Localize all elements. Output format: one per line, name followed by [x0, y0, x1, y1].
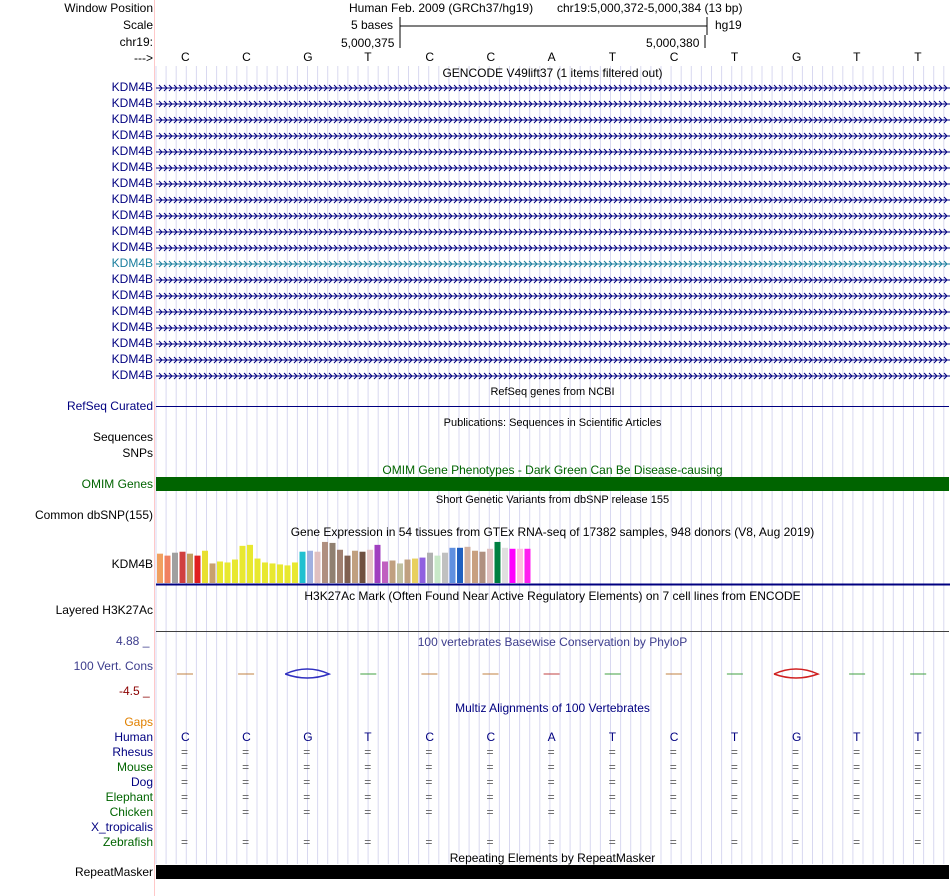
multiz-match-mark: = — [364, 775, 372, 789]
multiz-match-mark: = — [914, 775, 922, 789]
multiz-match-mark: = — [181, 760, 189, 774]
gtex-tissue-bar — [457, 548, 463, 583]
gtex-tissue-bar — [262, 562, 268, 583]
gtex-tissue-bar — [502, 548, 508, 583]
omim-title[interactable]: OMIM Gene Phenotypes - Dark Green Can Be Disease-causing — [382, 463, 723, 477]
base-letter: C — [425, 50, 435, 64]
multiz-match-mark: = — [425, 775, 433, 789]
multiz-match-mark: = — [242, 790, 250, 804]
multiz-match-mark: = — [792, 790, 800, 804]
gtex-tissue-bar — [465, 547, 471, 583]
gtex-tissue-bar — [255, 559, 261, 583]
multiz-match-mark: = — [853, 745, 861, 759]
base-letter: C — [181, 50, 190, 64]
gtex-tissue-bar — [412, 559, 418, 583]
gtex-tissue-bar — [240, 546, 246, 583]
base-letter: T — [853, 50, 861, 64]
multiz-match-mark: = — [547, 760, 555, 774]
gtex-tissue-bar — [330, 543, 336, 583]
base-letter: G — [792, 50, 802, 64]
gencode-transcripts[interactable] — [156, 80, 950, 384]
multiz-match-mark: = — [486, 745, 494, 759]
publications-title[interactable]: Publications: Sequences in Scientific Articles — [443, 417, 662, 429]
multiz-match-mark: = — [242, 760, 250, 774]
gtex-tissue-bar — [375, 545, 381, 583]
gtex-tissue-bar — [450, 548, 456, 583]
multiz-match-mark: = — [853, 835, 861, 849]
gtex-tissue-bar — [427, 553, 433, 583]
gtex-tissue-bar — [337, 550, 343, 583]
publications-label-sequences[interactable]: Sequences — [92, 430, 153, 444]
multiz-match-mark: = — [486, 805, 494, 819]
gencode-gene-label[interactable]: KDM4B — [111, 144, 153, 158]
phylop-title[interactable]: 100 vertebrates Basewise Conservation by PhyloP — [417, 635, 688, 649]
multiz-match-mark: = — [486, 775, 494, 789]
gtex-tissue-bar — [322, 542, 328, 583]
gtex-label[interactable]: KDM4B — [111, 557, 153, 571]
gtex-title[interactable]: Gene Expression in 54 tissues from GTEx RNA-seq of 17382 samples, 948 donors (V8, Aug 2019) — [290, 525, 815, 539]
gtex-tissue-bar — [367, 550, 373, 583]
h3k27ac-title[interactable]: H3K27Ac Mark (Often Found Near Active Regulatory Elements) on 7 cell lines from ENCODE — [304, 589, 801, 603]
h3k27ac-baseline — [156, 631, 949, 632]
label-divider — [154, 0, 155, 896]
multiz-human-base: T — [914, 730, 922, 744]
multiz-match-mark: = — [364, 835, 372, 849]
phylop-min: -4.5 _ — [119, 684, 150, 698]
multiz-match-mark: = — [303, 775, 311, 789]
multiz-human-base: C — [242, 730, 251, 744]
dbsnp-label[interactable]: Common dbSNP(155) — [34, 508, 153, 522]
gtex-tissue-bar — [277, 564, 283, 583]
gencode-gene-label[interactable]: KDM4B — [111, 96, 153, 110]
base-letter: C — [669, 50, 679, 64]
gaps-label[interactable]: Gaps — [124, 715, 153, 729]
multiz-match-mark: = — [608, 775, 616, 789]
refseq-title[interactable]: RefSeq genes from NCBI — [490, 386, 615, 398]
gencode-gene-label[interactable]: KDM4B — [111, 336, 153, 350]
multiz-human-base: A — [547, 730, 556, 744]
multiz-match-mark: = — [242, 745, 250, 759]
multiz-match-mark: = — [914, 745, 922, 759]
gtex-tissue-bar — [382, 561, 388, 583]
multiz-match-mark: = — [547, 835, 555, 849]
multiz-match-mark: = — [792, 760, 800, 774]
gtex-tissue-bar — [300, 552, 306, 583]
position-text: chr19:5,000,372-5,000,384 (13 bp) — [557, 1, 743, 15]
gtex-tissue-bar — [180, 552, 186, 583]
phylop-mark — [774, 669, 818, 678]
gencode-gene-label[interactable]: KDM4B — [111, 368, 153, 382]
multiz-human-base: G — [303, 730, 313, 744]
h3k27ac-label[interactable]: Layered H3K27Ac — [55, 603, 153, 617]
db-text: hg19 — [715, 18, 742, 32]
multiz-human-base: G — [792, 730, 802, 744]
gencode-gene-label[interactable]: KDM4B — [111, 240, 153, 254]
multiz-match-mark: = — [303, 790, 311, 804]
gtex-tissue-bar — [420, 558, 426, 583]
gencode-title[interactable]: GENCODE V49lift37 (1 items filtered out) — [442, 66, 663, 80]
multiz-match-mark: = — [669, 745, 677, 759]
multiz-match-mark: = — [792, 745, 800, 759]
multiz-species-label[interactable]: Dog — [130, 775, 153, 789]
multiz-match-mark: = — [914, 805, 922, 819]
multiz-species-label[interactable]: Elephant — [105, 790, 153, 804]
gencode-gene-label[interactable]: KDM4B — [111, 304, 153, 318]
multiz-species-label[interactable]: Zebrafish — [102, 835, 153, 849]
multiz-match-mark: = — [853, 790, 861, 804]
refseq-gene-line[interactable] — [156, 406, 949, 407]
gtex-tissue-bar — [172, 553, 178, 583]
multiz-match-mark: = — [547, 775, 555, 789]
multiz-match-mark: = — [181, 805, 189, 819]
multiz-match-mark: = — [792, 835, 800, 849]
multiz-match-mark: = — [608, 805, 616, 819]
base-letter: G — [303, 50, 313, 64]
multiz-match-mark: = — [669, 805, 677, 819]
multiz-human-base: C — [425, 730, 435, 744]
gtex-tissue-bar — [360, 552, 366, 583]
multiz-title[interactable]: Multiz Alignments of 100 Vertebrates — [455, 701, 650, 715]
multiz-match-mark: = — [364, 790, 372, 804]
multiz-species-label[interactable]: Rhesus — [112, 745, 153, 759]
multiz-match-mark: = — [853, 805, 861, 819]
multiz-match-mark: = — [425, 805, 433, 819]
gtex-tissue-bar — [435, 556, 441, 583]
multiz-match-mark: = — [608, 760, 616, 774]
gencode-gene-label[interactable]: KDM4B — [111, 272, 153, 286]
base-letter: T — [730, 50, 739, 64]
base-letter: C — [242, 50, 251, 64]
gtex-tissue-bar — [397, 563, 403, 583]
gtex-tissue-bar — [225, 562, 231, 583]
multiz-species-label[interactable]: Mouse — [116, 760, 153, 774]
multiz-match-mark: = — [181, 745, 189, 759]
multiz-match-mark: = — [669, 760, 677, 774]
gtex-tissue-bar — [247, 545, 253, 583]
repeatmasker-feature-bar[interactable] — [156, 865, 949, 879]
gencode-gene-label[interactable]: KDM4B — [111, 128, 153, 142]
gtex-tissue-bar — [195, 556, 201, 583]
multiz-human-base: C — [669, 730, 679, 744]
scale-text: 5 bases — [351, 18, 394, 32]
multiz-match-mark: = — [914, 790, 922, 804]
multiz-human-base: T — [364, 730, 372, 744]
multiz-match-mark: = — [547, 805, 555, 819]
gtex-tissue-bar — [307, 551, 313, 583]
base-letter: A — [547, 50, 556, 64]
multiz-species-label[interactable]: Chicken — [109, 805, 153, 819]
base-letter: T — [914, 50, 922, 64]
multiz-match-mark: = — [547, 745, 555, 759]
phylop-mark — [285, 669, 329, 678]
gtex-tissue-bar — [487, 549, 493, 583]
gencode-gene-label[interactable]: KDM4B — [111, 208, 153, 222]
multiz-match-mark: = — [547, 790, 555, 804]
refseq-label[interactable]: RefSeq Curated — [66, 399, 153, 413]
gtex-tissue-bar — [345, 556, 351, 583]
gtex-tissue-bar — [315, 552, 321, 583]
window-position-label: Window Position — [64, 1, 153, 15]
multiz-match-mark: = — [425, 760, 433, 774]
multiz-match-mark: = — [730, 745, 738, 759]
multiz-human-base: C — [486, 730, 496, 744]
gtex-tissue-bar — [217, 561, 223, 583]
multiz-match-mark: = — [181, 835, 189, 849]
multiz-match-mark: = — [364, 805, 372, 819]
multiz-match-mark: = — [608, 835, 616, 849]
multiz-match-mark: = — [669, 835, 677, 849]
multiz-match-mark: = — [425, 835, 433, 849]
multiz-match-mark: = — [730, 790, 738, 804]
multiz-match-mark: = — [303, 805, 311, 819]
multiz-match-mark: = — [486, 760, 494, 774]
multiz-match-mark: = — [486, 835, 494, 849]
gtex-tissue-bar — [517, 549, 523, 583]
multiz-match-mark: = — [486, 790, 494, 804]
multiz-match-mark: = — [669, 790, 677, 804]
chrom-label: chr19: — [119, 35, 153, 49]
multiz-species-label[interactable]: X_tropicalis — [90, 820, 153, 834]
multiz-match-mark: = — [242, 775, 250, 789]
pos-tick-2: 5,000,380 — [646, 36, 700, 50]
gencode-gene-label[interactable]: KDM4B — [111, 320, 153, 334]
multiz-human-base: C — [181, 730, 190, 744]
gtex-tissue-bar — [525, 549, 531, 583]
gtex-tissue-bar — [187, 554, 193, 583]
multiz-match-mark: = — [242, 805, 250, 819]
multiz-human-base: T — [853, 730, 861, 744]
multiz-match-mark: = — [181, 790, 189, 804]
multiz-match-mark: = — [364, 760, 372, 774]
multiz-match-mark: = — [730, 835, 738, 849]
multiz-match-mark: = — [303, 835, 311, 849]
multiz-species-label[interactable]: Human — [114, 730, 153, 744]
publications-label-snps[interactable]: SNPs — [122, 446, 153, 460]
omim-feature-bar[interactable] — [156, 477, 949, 491]
gencode-gene-label[interactable]: KDM4B — [111, 112, 153, 126]
phylop-label[interactable]: 100 Vert. Cons — [73, 659, 153, 673]
gencode-gene-label[interactable]: KDM4B — [111, 288, 153, 302]
gtex-tissue-bar — [510, 549, 516, 583]
gtex-tissue-bar — [472, 551, 478, 583]
omim-label[interactable]: OMIM Genes — [81, 477, 153, 491]
gtex-tissue-bar — [232, 560, 238, 583]
gtex-tissue-bar — [210, 563, 216, 583]
multiz-match-mark: = — [914, 835, 922, 849]
repeatmasker-title[interactable]: Repeating Elements by RepeatMasker — [449, 851, 656, 865]
gtex-tissue-bar — [442, 553, 448, 583]
multiz-match-mark: = — [792, 805, 800, 819]
gtex-tissue-bar — [165, 556, 171, 583]
scale-label: Scale — [122, 18, 153, 32]
multiz-match-mark: = — [853, 775, 861, 789]
multiz-match-mark: = — [730, 775, 738, 789]
gtex-tissue-bar — [480, 552, 486, 583]
multiz-human-base: T — [608, 730, 617, 744]
gtex-tissue-bar — [292, 562, 298, 583]
gtex-bar-chart[interactable] — [156, 539, 950, 586]
multiz-match-mark: = — [730, 760, 738, 774]
gencode-gene-label[interactable]: KDM4B — [111, 80, 153, 94]
multiz-match-mark: = — [303, 760, 311, 774]
gtex-tissue-bar — [157, 554, 163, 583]
multiz-match-mark: = — [914, 760, 922, 774]
multiz-match-mark: = — [792, 775, 800, 789]
gencode-gene-label[interactable]: KDM4B — [111, 224, 153, 238]
strand-label: ---> — [134, 51, 153, 65]
multiz-match-mark: = — [425, 790, 433, 804]
multiz-match-mark: = — [608, 790, 616, 804]
dbsnp-title[interactable]: Short Genetic Variants from dbSNP release 155 — [435, 494, 670, 506]
multiz-match-mark: = — [242, 835, 250, 849]
multiz-match-mark: = — [303, 745, 311, 759]
multiz-match-mark: = — [608, 745, 616, 759]
base-letter: C — [486, 50, 496, 64]
gencode-gene-label[interactable]: KDM4B — [111, 256, 153, 270]
multiz-match-mark: = — [181, 775, 189, 789]
gencode-gene-label[interactable]: KDM4B — [111, 176, 153, 190]
multiz-human-base: T — [730, 730, 739, 744]
base-letter: T — [364, 50, 372, 64]
gtex-tissue-bar — [390, 561, 396, 583]
repeatmasker-label[interactable]: RepeatMasker — [74, 865, 153, 879]
gtex-tissue-bar — [202, 551, 208, 583]
gtex-tissue-bar — [285, 565, 291, 583]
multiz-match-mark: = — [730, 805, 738, 819]
assembly-text: Human Feb. 2009 (GRCh37/hg19) — [349, 1, 534, 15]
phylop-max: 4.88 _ — [116, 634, 150, 648]
phylop-signal[interactable] — [156, 664, 950, 686]
gtex-tissue-bar — [352, 551, 358, 583]
multiz-match-mark: = — [669, 775, 677, 789]
gencode-gene-label[interactable]: KDM4B — [111, 352, 153, 366]
multiz-match-mark: = — [364, 745, 372, 759]
pos-tick-1: 5,000,375 — [341, 36, 395, 50]
gtex-tissue-bar — [405, 560, 411, 583]
base-letter: T — [608, 50, 617, 64]
gtex-tissue-bar — [270, 563, 276, 583]
multiz-match-mark: = — [853, 760, 861, 774]
multiz-match-mark: = — [425, 745, 433, 759]
gencode-gene-label[interactable]: KDM4B — [111, 192, 153, 206]
gtex-tissue-bar — [495, 542, 501, 583]
gencode-gene-label[interactable]: KDM4B — [111, 160, 153, 174]
